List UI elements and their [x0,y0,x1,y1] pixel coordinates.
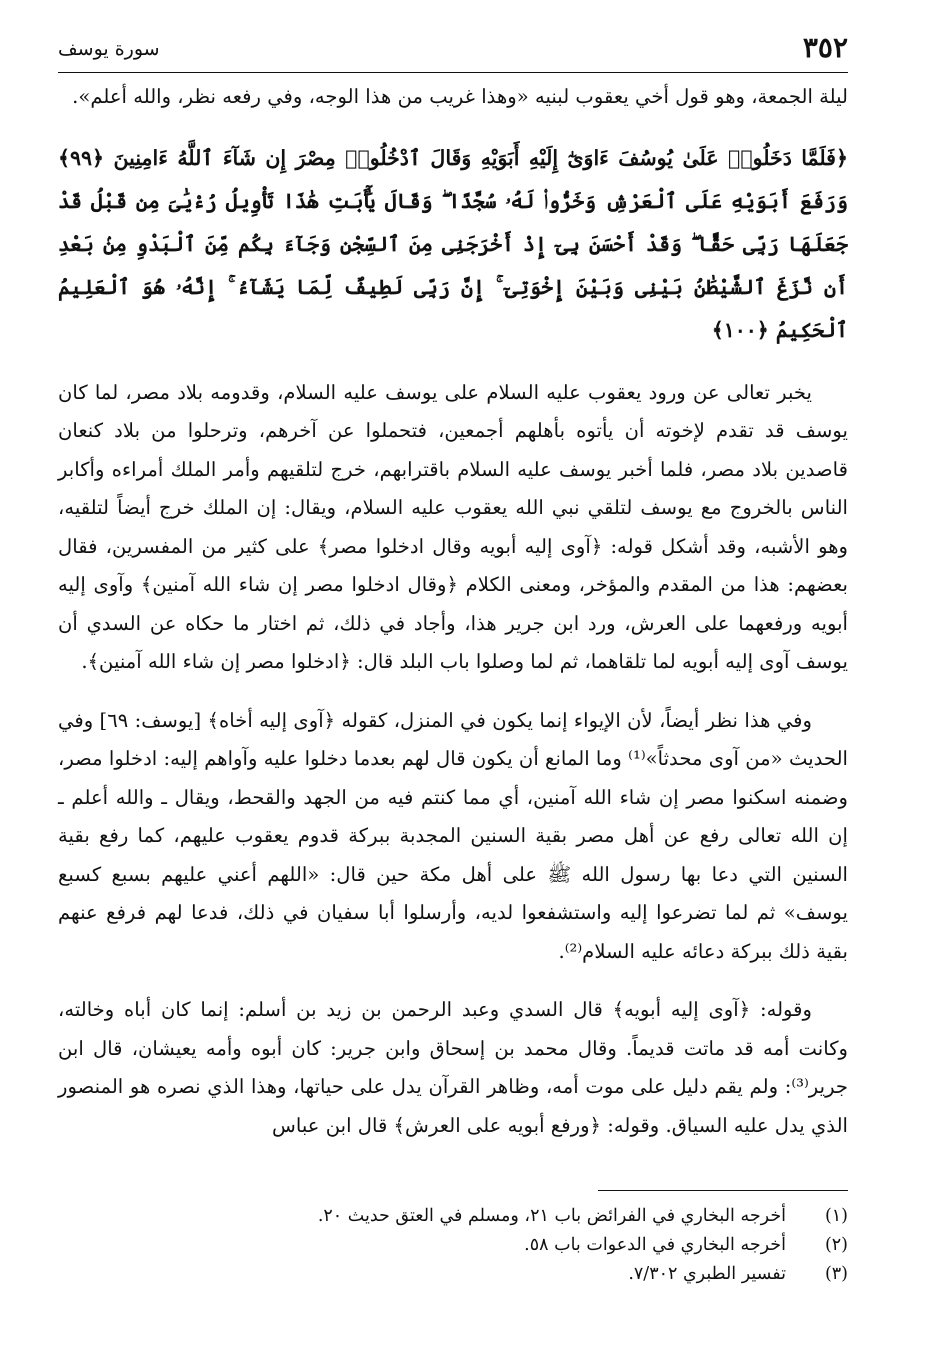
footnotes [58,1202,848,1289]
page-header [58,30,848,74]
quran-verses: ﴿فَلَمَّا دَخَلُوا۟ عَلَىٰ يُوسُفَ ءَاوَىٰٓ إِلَيْهِ أَبَوَيْهِ وَقَالَ ٱدْخُلُوا۟ مِصْرَ إِن شَآءَ ٱللَّهُ ءَامِنِينَ ﴿٩٩﴾ وَرَفَعَ أَبَوَيْهِ عَلَى ٱلْعَرْشِ وَخَرُّوا۟ لَهُۥ سُجَّدًا ۖ وَقَالَ يَٰٓأَبَتِ هَٰذَا تَأْوِيلُ رُءْيَٰىَ مِن قَبْلُ قَدْ جَعَلَهَا رَبِّى حَقًّا ۖ وَقَدْ أَحْسَنَ بِىٓ إِذْ أَخْرَجَنِى مِنَ ٱلسِّجْنِ وَجَآءَ بِكُم مِّنَ ٱلْبَدْوِ مِنۢ بَعْدِ أَن نَّزَغَ ٱلشَّيْطَٰنُ بَيْنِى وَبَيْنَ إِخْوَتِىٓ ۚ إِنَّ رَبِّى لَطِيفٌ لِّمَا يَشَآءُ ۚ إِنَّهُۥ هُوَ ٱلْعَلِيمُ ٱلْحَكِيمُ ﴿١٠٠﴾ [58,145,848,342]
tafsir-paragraph-2: وفي هذا نظر أيضاً، لأن الإيواء إنما يكون في المنزل، كقوله ﴿آوى إليه أخاه﴾ [يوسف: ٦٩] وفي الحديث «من آوى محدثاً»⁽¹⁾ وما المانع أن يكون قال لهم بعدما دخلوا عليه وآواهم إليه: ادخلوا مصر، وضمنه اسكنوا مصر إن شاء الله آمنين، أي مما كنتم فيه من الجهد والقحط، ويقال ـ والله أعلم ـ إن الله تعالى رفع عن أهل مصر بقية السنين المجدبة ببركة قدوم يعقوب عليهم، كما رفع بقية السنين التي دعا بها رسول الله ﷺ على أهل مكة حين قال: «اللهم أعني عليهم بسبع كسبع يوسف» ثم لما تضرعوا إليه واستشفعوا لديه، وأرسلوا أبا سفيان في ذلك، فدعا لهم فرفع عنهم بقية ذلك ببركة دعائه عليه السلام⁽²⁾. [58,708,848,963]
footnote-number: (٣) [824,1264,848,1284]
footnote-text: أخرجه البخاري في الفرائض باب ٢١، ومسلم في العتق حديث ٢٠. [317,1206,786,1226]
tafsir-paragraph-3: وقوله: ﴿آوى إليه أبويه﴾ قال السدي وعبد الرحمن بن زيد بن أسلم: إنما كان أباه وخالته، وكانت أمه قد ماتت قديماً. وقال محمد بن إسحاق وابن جرير: كان أبوه وأمه يعيشان، قال ابن جرير⁽³⁾: ولم يقم دليل على موت أمه، وظاهر القرآن يدل على حياتها، وهذا الذي نصره هو المنصور الذي يدل عليه السياق. وقوله: ﴿ورفع أبويه على العرش﴾ قال ابن عباس [58,998,848,1137]
tafsir-paragraph-1: يخبر تعالى عن ورود يعقوب عليه السلام على يوسف عليه السلام، وقدومه بلاد مصر، لما كان يوسف قد تقدم لإخوته أن يأتوه بأهلهم أجمعين، فتحملوا عن آخرهم، وترحلوا من بلاد كنعان قاصدين بلاد مصر، فلما أخبر يوسف عليه السلام باقترابهم، خرج لتلقيهم وأمر الملك أمراءه وأكابر الناس بالخروج مع يوسف لتلقي نبي الله يعقوب عليه السلام، ويقال: إن الملك خرج أيضاً لتلقيه، وهو الأشبه، وقد أشكل قوله: ﴿آوى إليه أبويه وقال ادخلوا مصر﴾ على كثير من المفسرين، فقال بعضهم: هذا من المقدم والمؤخر، ومعنى الكلام ﴿وقال ادخلوا مصر إن شاء الله آمنين﴾ وآوى إليه أبويه ورفعهما على العرش، ورد ابن جرير هذا، وأجاد في ذلك، ثم اختار ما حكاه عن السدي أن يوسف آوى إليه أبويه لما تلقاهما، ثم لما وصلوا باب البلد قال: ﴿ادخلوا مصر إن شاء الله آمنين﴾. [58,380,848,673]
footnote-text: تفسير الطبري ٧/٣٠٢. [628,1264,786,1284]
sura-title: سورة يوسف [58,38,160,60]
footnote-item [58,1202,848,1231]
page-number: ٣٥٢ [802,31,848,64]
footnote-divider [598,1190,848,1191]
footnote-item [58,1260,848,1289]
footnote-text: أخرجه البخاري في الدعوات باب ٥٨. [524,1235,786,1255]
footnote-number: (٢) [824,1235,848,1255]
intro-paragraph: ليلة الجمعة، وهو قول أخي يعقوب لبنيه «وهذا غريب من هذا الوجه، وفي رفعه نظر، والله أعلم». [72,85,848,108]
header-divider [58,72,848,73]
book-page [58,30,848,1350]
footnote-number: (١) [824,1206,848,1226]
footnote-item [58,1231,848,1260]
